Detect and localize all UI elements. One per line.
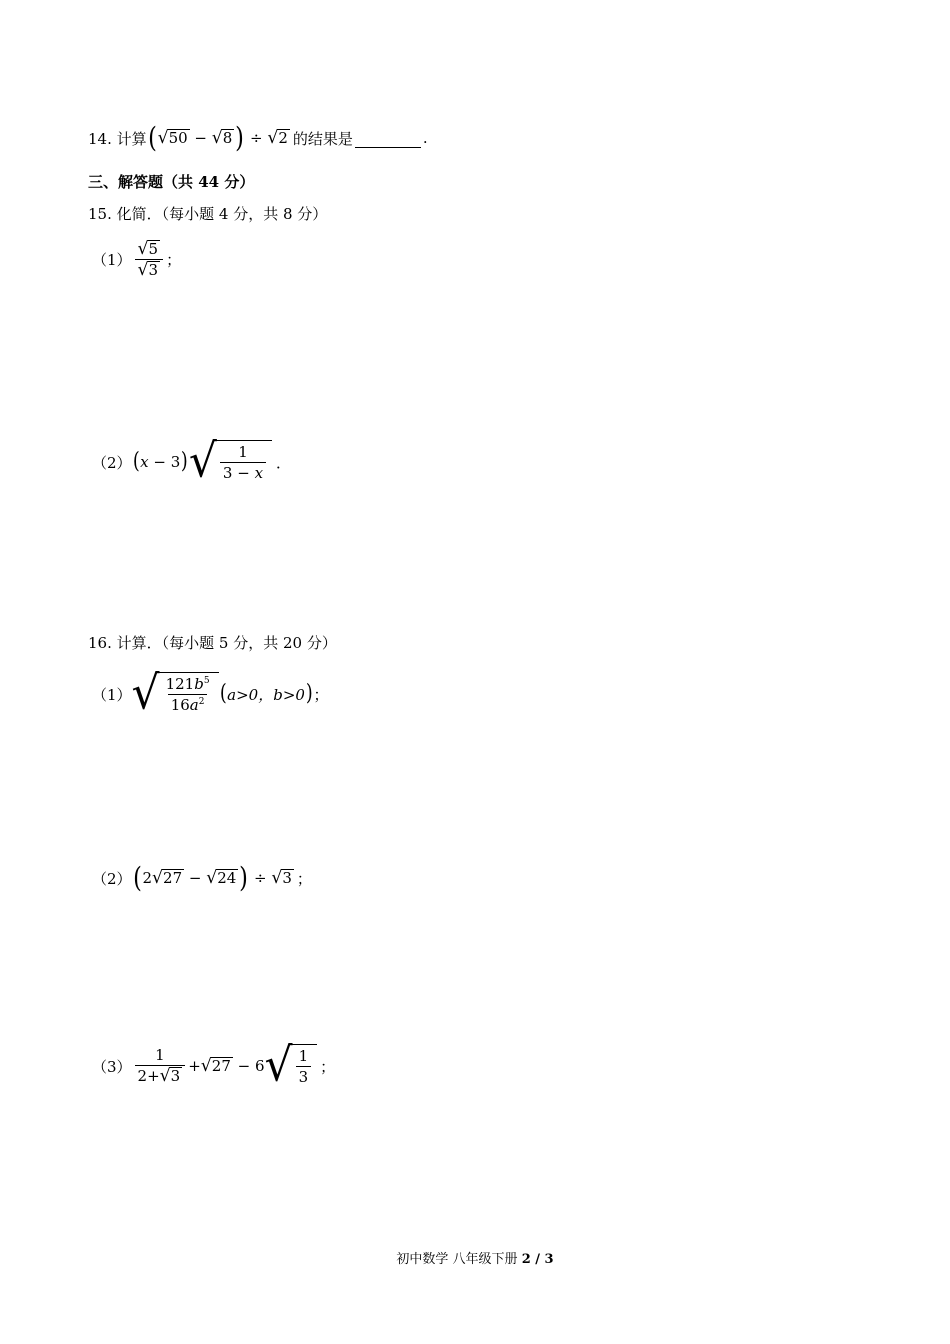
sqrt-3: √ 3 <box>271 867 292 888</box>
q16-part1: （1） √ $\frac{121b^5}{16a^2}$ ( a>0，b>0 ) ； <box>92 666 329 721</box>
sqrt-50: √ 50 <box>157 127 188 148</box>
section3-title: 三、解答题（共 44 分） <box>88 173 255 191</box>
q14-prefix: 14. 计算 <box>88 129 147 148</box>
q15-part2: （2） ( x − 3 ) √ $\frac{1}{3 - x}$ ． <box>92 434 292 489</box>
sqrt-8: √ 8 <box>211 127 233 148</box>
answer-blank <box>355 146 421 148</box>
fraction-1-over-2-plus-sqrt3: 1 2+ √ 3 <box>135 1046 186 1085</box>
sqrt-24: √ 24 <box>206 867 237 888</box>
q16-part2: （2） ( 2 √ 27 − √ 24 ) ÷ √ 3 ； <box>92 861 312 894</box>
page-number: 2 / 3 <box>521 1252 554 1267</box>
q14-line: 14. 计算 ( √ 50 − √ 8 ) ÷ √ 2 的结果是 . <box>88 121 428 154</box>
q14-suffix: 的结果是 <box>292 129 353 148</box>
q15-part1: （1） √ 5 √ 3 ； <box>92 239 182 281</box>
q15-title: 15. 化简．（每小题 4 分，共 8 分） <box>88 205 328 223</box>
fraction-sqrt5-over-sqrt3: √ 5 √ 3 <box>135 240 164 280</box>
sqrt-27: √ 27 <box>200 1055 231 1076</box>
sqrt-2: √ 2 <box>267 127 288 148</box>
sqrt-one-third: √ $\frac{1}{3}$ <box>265 1044 318 1088</box>
sqrt-fraction-1-over-3-minus-x: √ $\frac{1}{3 - x}$ <box>189 440 272 484</box>
sqrt-121b5-over-16a2: √ $\frac{121b^5}{16a^2}$ <box>132 672 219 716</box>
page-footer: 初中数学 八年级下册 2 / 3 <box>396 1252 554 1267</box>
q16-part3: （3） 1 2+ √ 3 + √ 27 − 6 √ $\frac{1}{3}$ ； <box>92 1038 336 1093</box>
sqrt-27: √ 27 <box>152 867 183 888</box>
q16-title: 16. 计算．（每小题 5 分，共 20 分） <box>88 634 337 652</box>
